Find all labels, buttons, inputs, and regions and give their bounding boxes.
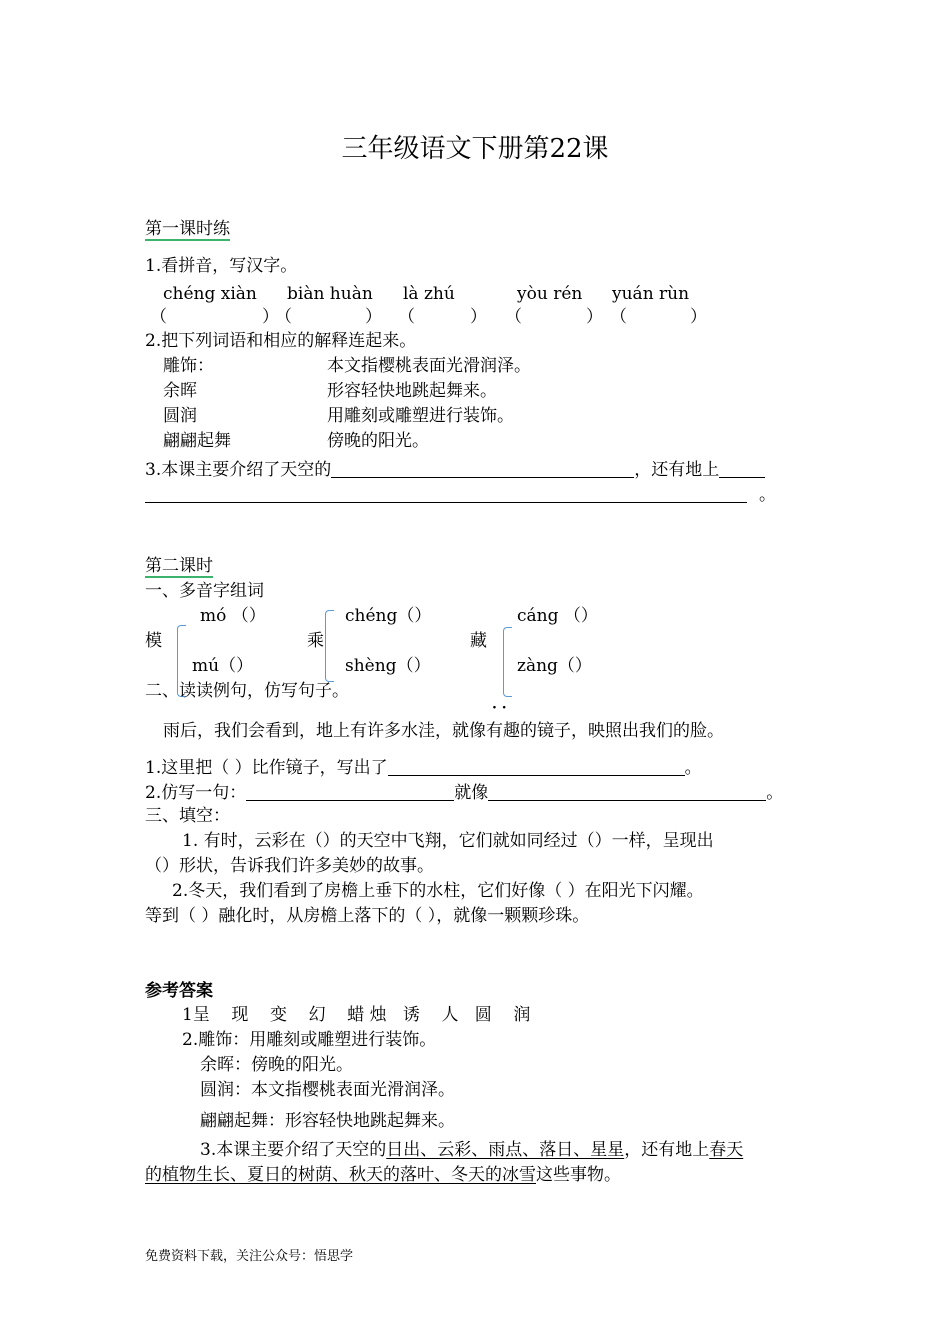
poly-char-1: 模	[145, 631, 162, 651]
answer-2-line2: 余晖：傍晚的阳光。	[200, 1055, 353, 1075]
q3-blank-ground-b[interactable]	[145, 484, 747, 503]
pinyin-1: chéng xiàn	[163, 284, 257, 304]
match-meaning-1: 本文指樱桃表面光滑润泽。	[327, 356, 531, 376]
poly-1-bottom: mú（）	[192, 656, 254, 676]
answer-paren-3-close: ）	[470, 307, 487, 327]
match-word-3: 圆润	[163, 406, 197, 426]
answer-paren-4-close: ）	[586, 307, 603, 327]
part3-item1-line1: 1. 有时，云彩在（）的天空中飞翔，它们就如同经过（）一样，呈现出	[182, 831, 714, 851]
answer-2-line3: 圆润：本文指樱桃表面光滑润泽。	[200, 1080, 455, 1100]
answer-paren-1-open: （	[150, 307, 167, 327]
poly-char-3: 藏	[470, 631, 487, 651]
q3-line2: 。	[145, 484, 776, 506]
poly-3-bottom: zàng（）	[517, 656, 592, 676]
pinyin-3: là zhú	[403, 284, 455, 304]
poly-2-bottom: shèng（）	[345, 656, 431, 676]
lesson2-heading: 第二课时	[145, 556, 213, 576]
part2-q2: 2.仿写一句： 就像 。	[145, 783, 784, 803]
pinyin-5: yuán rùn	[612, 284, 690, 304]
answer-2-line1: 2.雕饰：用雕刻或雕塑进行装饰。	[182, 1030, 437, 1050]
answer-paren-1-close: ）	[262, 307, 279, 327]
poly-2-top: chéng（）	[345, 606, 432, 626]
part3-item2-line2: 等到（ ）融化时，从房檐上落下的（ ），就像一颗颗珍珠。	[145, 906, 590, 926]
answers-heading: 参考答案	[145, 981, 213, 1001]
match-word-4: 翩翩起舞	[163, 431, 231, 451]
answer-paren-4-open: （	[505, 307, 522, 327]
answer-paren-5-open: （	[610, 307, 627, 327]
pinyin-2: biàn huàn	[287, 284, 373, 304]
answer-paren-2-close: ）	[365, 307, 382, 327]
part3-item2-line1: 2.冬天，我们看到了房檐上垂下的水柱，它们好像（ ）在阳光下闪耀。	[172, 881, 704, 901]
part2-q1: 1.这里把（ ）比作镜子，写出了 。	[145, 758, 702, 778]
part2-q1-blank[interactable]	[388, 757, 685, 776]
poly-3-top: cáng （）	[517, 606, 598, 626]
brace-3	[503, 627, 512, 697]
emphasis-dots: · ·	[492, 700, 507, 716]
poly-1-top: mó （）	[200, 606, 266, 626]
match-word-2: 余晖	[163, 381, 197, 401]
answer-3-line1: 3.本课主要介绍了天空的日出、云彩、雨点、落日、星星，还有地上春天	[200, 1140, 744, 1160]
match-word-1: 雕饰：	[163, 356, 214, 376]
part2-q2-blank-a[interactable]	[246, 782, 454, 801]
q3-blank-ground-a[interactable]	[719, 459, 765, 478]
part2-label: 二、读读例句，仿写句子。	[145, 681, 349, 701]
pinyin-4: yòu rén	[517, 284, 583, 304]
q2-label: 2.把下列词语和相应的解释连起来。	[145, 331, 417, 351]
answer-paren-5-close: ）	[690, 307, 707, 327]
part1-label: 一、多音字组词	[145, 581, 264, 601]
answer-paren-3-open: （	[398, 307, 415, 327]
answer-3-line2: 的植物生长、夏日的树荫、秋天的落叶、冬天的冰雪这些事物。	[145, 1165, 621, 1185]
example-sentence: 雨后，我们会看到，地上有许多水洼，就像有趣的镜子，映照出我们的脸。	[163, 721, 724, 741]
lesson1-heading: 第一课时练	[145, 219, 230, 239]
part3-label: 三、填空：	[145, 806, 230, 826]
page-title: 三年级语文下册第22课	[341, 134, 609, 164]
part2-q2-blank-b[interactable]	[488, 782, 766, 801]
brace-2	[325, 610, 334, 682]
q3-blank-sky[interactable]	[331, 459, 634, 478]
part3-item1-line2: （）形状，告诉我们许多美妙的故事。	[145, 856, 434, 876]
match-meaning-3: 用雕刻或雕塑进行装饰。	[327, 406, 514, 426]
footer-note: 免费资料下载，关注公众号：悟思学	[145, 1249, 354, 1264]
q1-label: 1.看拼音，写汉字。	[145, 256, 298, 276]
answer-2-line4: 翩翩起舞：形容轻快地跳起舞来。	[200, 1111, 455, 1131]
poly-char-2: 乘	[307, 631, 324, 651]
q3-line1: 3.本课主要介绍了天空的 ，还有地上	[145, 459, 765, 481]
answer-paren-2-open: （	[275, 307, 292, 327]
match-meaning-2: 形容轻快地跳起舞来。	[327, 381, 497, 401]
answer-1: 1呈 现 变 幻 蜡 烛 诱 人 圆 润	[182, 1005, 531, 1025]
match-meaning-4: 傍晚的阳光。	[327, 431, 429, 451]
